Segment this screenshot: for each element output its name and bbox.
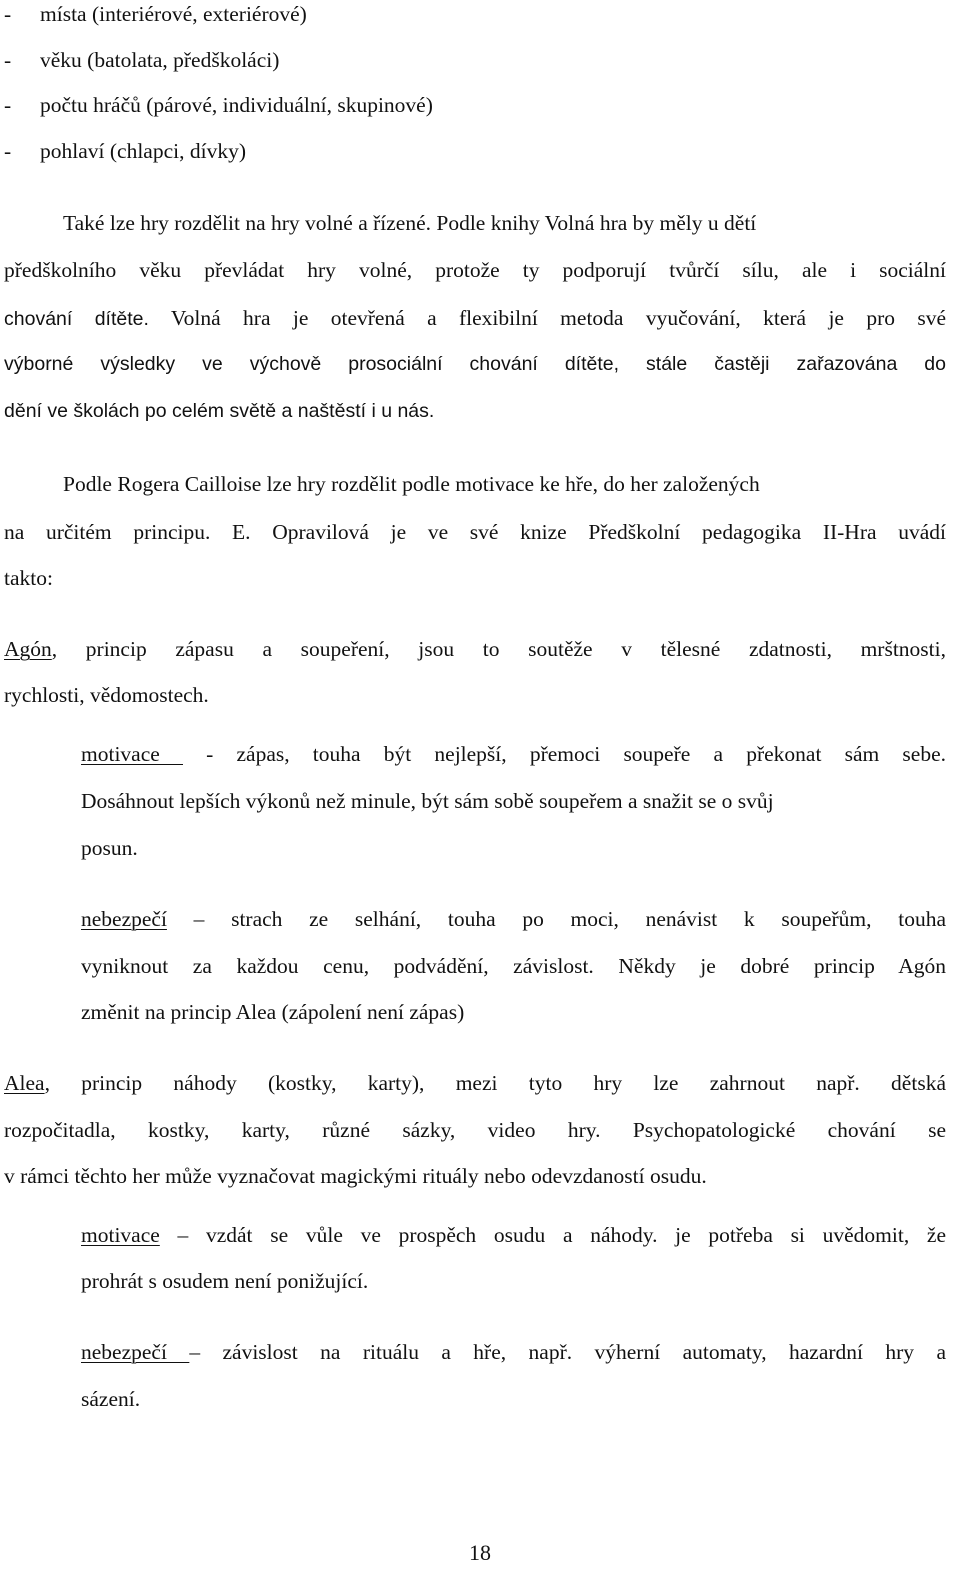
term-agon: Agón — [4, 637, 52, 661]
text-line — [81, 742, 946, 767]
list-item-text: místa (interiérové, exteriérové) — [40, 2, 307, 26]
text-span: – vzdát se vůle ve prospěch osudu a náhody. je potřeba si uvědomit, že — [159, 1223, 946, 1247]
label-motivace: motivace — [81, 1223, 160, 1247]
text-span: - zápas, touha být nejlepší, přemoci soupeře a překonat sám sebe. — [182, 742, 946, 766]
list-item-text: věku (batolata, předškoláci) — [40, 48, 280, 72]
text-line: rozpočitadla, kostky, karty, různé sázky, video hry. Psychopatologické chování se — [4, 1118, 946, 1142]
text-line: Také lze hry rozdělit na hry volné a řízené. Podle knihy Volná hra by měly u dětí — [63, 211, 757, 235]
bullet-dash: - — [4, 2, 12, 26]
text-line: prohrát s osudem není ponižující. — [81, 1269, 369, 1293]
bullet-dash: - — [4, 48, 12, 72]
list-item — [4, 139, 246, 164]
term-alea: Alea — [4, 1071, 45, 1095]
list-item — [4, 48, 280, 73]
text-span: – závislost na rituálu a hře, např. výherní automaty, hazardní hry a — [189, 1340, 946, 1364]
text-span: , princip zápasu a soupeření, jsou to soutěže v tělesné zdatnosti, mrštnosti, — [51, 637, 946, 661]
label-nebezpeci: nebezpečí — [81, 907, 167, 931]
text-line: Dosáhnout lepších výkonů než minule, být sám sobě soupeřem a snažit se o svůj — [81, 789, 774, 813]
text-line: v rámci těchto her může vyznačovat magickými rituály nebo odevzdaností osudu. — [4, 1164, 707, 1188]
list-item — [4, 93, 433, 118]
text-line — [81, 907, 946, 932]
text-span: chování dítěte. — [4, 308, 149, 330]
text-line: na určitém principu. E. Opravilová je ve své knize Předškolní pedagogika II-Hra uvádí — [4, 520, 946, 544]
text-line: rychlosti, vědomostech. — [4, 683, 209, 707]
text-line — [4, 1071, 946, 1096]
text-span: Volná hra je otevřená a flexibilní metoda vyučování, která je pro své — [148, 306, 947, 330]
list-item-text: pohlaví (chlapci, dívky) — [40, 139, 246, 163]
text-line: vyniknout za každou cenu, podvádění, závislost. Někdy je dobré princip Agón — [81, 954, 946, 978]
list-item — [4, 2, 307, 27]
text-line: změnit na princip Alea (zápolení není zápas) — [81, 1000, 465, 1024]
label-motivace: motivace — [81, 742, 183, 766]
text-line: sázení. — [81, 1387, 141, 1411]
label-nebezpeci: nebezpečí — [81, 1340, 190, 1364]
text-line: výborné výsledky ve výchově prosociální chování dítěte, stále častěji zařazována do — [4, 353, 946, 375]
text-line: předškolního věku převládat hry volné, protože ty podporují tvůrčí sílu, ale i sociální — [4, 258, 946, 282]
text-line: takto: — [4, 566, 53, 590]
text-span: – strach ze selhání, touha po moci, nenávist k soupeřům, touha — [166, 907, 946, 931]
text-line — [81, 1223, 946, 1248]
text-line: dění ve školách po celém světě a naštěstí i u nás. — [4, 400, 435, 422]
list-item-text: počtu hráčů (párové, individuální, skupinové) — [40, 93, 433, 117]
text-span: , princip náhody (kostky, karty), mezi tyto hry lze zahrnout např. dětská — [44, 1071, 946, 1095]
text-line — [81, 1340, 946, 1365]
text-line: posun. — [81, 836, 138, 860]
text-line — [4, 306, 946, 331]
text-line — [4, 637, 946, 662]
bullet-dash: - — [4, 139, 12, 163]
page-number: 18 — [469, 1540, 491, 1565]
bullet-dash: - — [4, 93, 12, 117]
text-line: Podle Rogera Cailloise lze hry rozdělit podle motivace ke hře, do her založených — [63, 472, 760, 496]
